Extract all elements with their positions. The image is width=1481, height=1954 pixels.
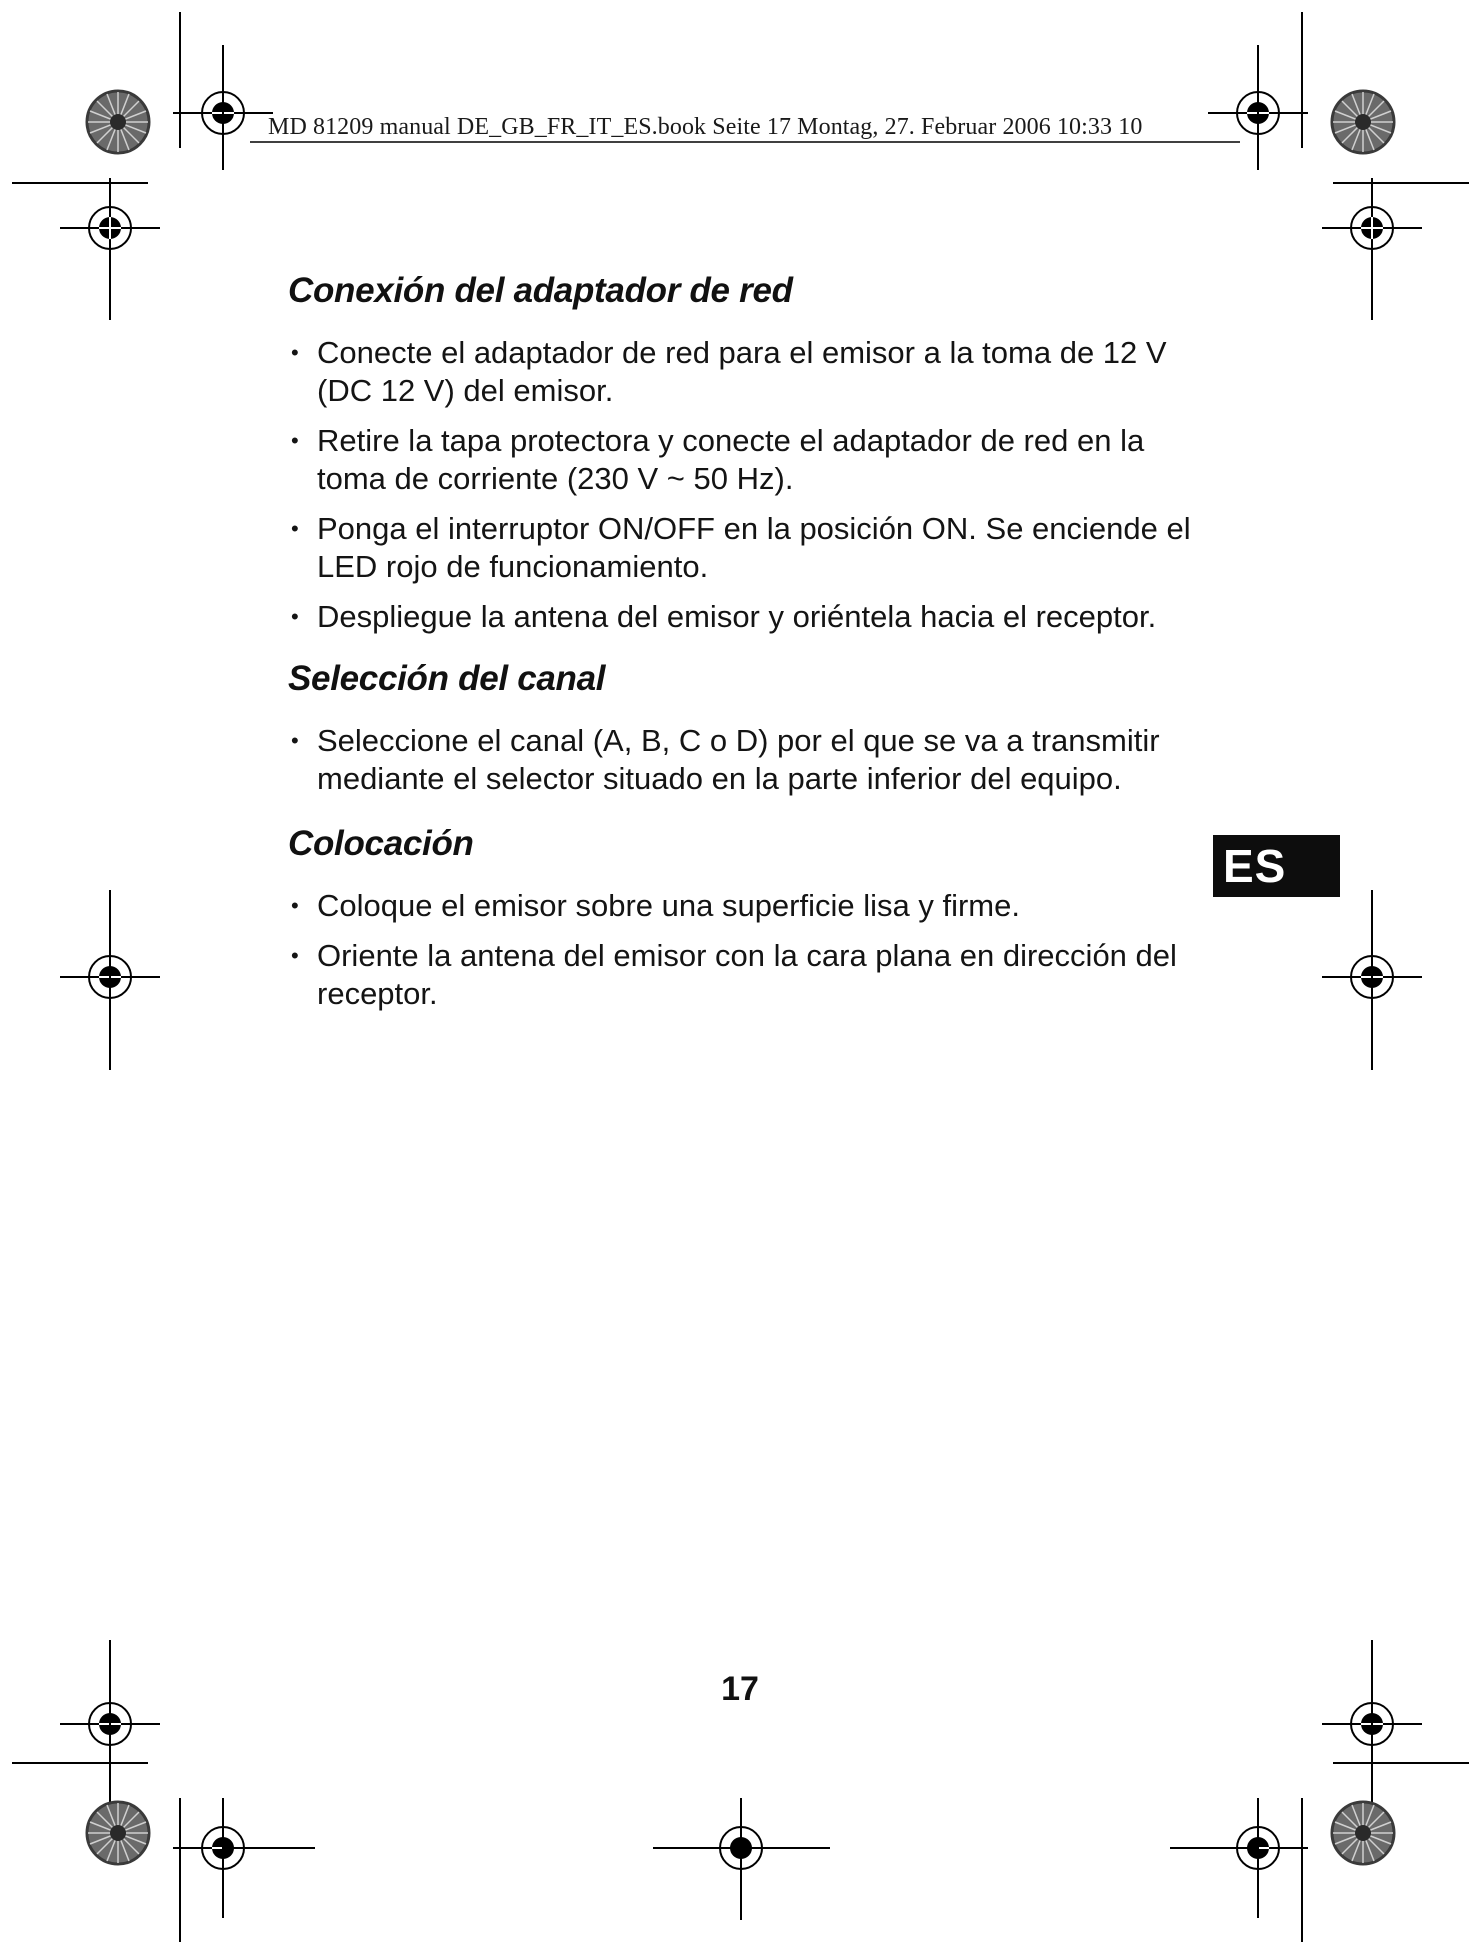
list-item: • Despliegue la antena del emisor y oriéntela hacia el receptor. [288, 598, 1218, 636]
bullet-list [288, 722, 1218, 798]
list-item: • Conecte el adaptador de red para el emisor a la toma de 12 V (DC 12 V) del emisor. [288, 334, 1218, 410]
registration-mark-icon [1322, 178, 1422, 278]
color-target-icon [1332, 1802, 1394, 1864]
list-item: • Seleccione el canal (A, B, C o D) por el que se va a transmitir mediante el selector situado en la parte inferior del equipo. [288, 722, 1218, 798]
section-network-adapter [288, 270, 1218, 636]
page-number: 17 [721, 1670, 759, 1708]
list-item: • Ponga el interruptor ON/OFF en la posición ON. Se enciende el LED rojo de funcionamiento. [288, 510, 1218, 586]
language-tab: ES [1213, 835, 1340, 897]
main-content [288, 270, 1218, 1025]
bullet-list [288, 334, 1218, 636]
section-placement [288, 823, 1218, 1013]
color-target-icon [87, 91, 149, 153]
color-target-icon [1332, 91, 1394, 153]
section-channel-selection [288, 658, 1218, 798]
section-title: Selección del canal [288, 659, 606, 698]
print-header: MD 81209 manual DE_GB_FR_IT_ES.book Seite 17 Montag, 27. Februar 2006 10:33 10 [268, 114, 1143, 140]
list-item: • Oriente la antena del emisor con la cara plana en dirección del receptor. [288, 937, 1218, 1013]
color-target-icon [87, 1802, 149, 1864]
section-title: Colocación [288, 824, 474, 863]
list-item: • Coloque el emisor sobre una superficie lisa y firme. [288, 887, 1218, 925]
list-item: • Retire la tapa protectora y conecte el adaptador de red en la toma de corriente (230 V ~ 50 Hz). [288, 422, 1218, 498]
bullet-list [288, 887, 1218, 1013]
section-title: Conexión del adaptador de red [288, 271, 793, 310]
registration-mark-icon [60, 178, 160, 278]
